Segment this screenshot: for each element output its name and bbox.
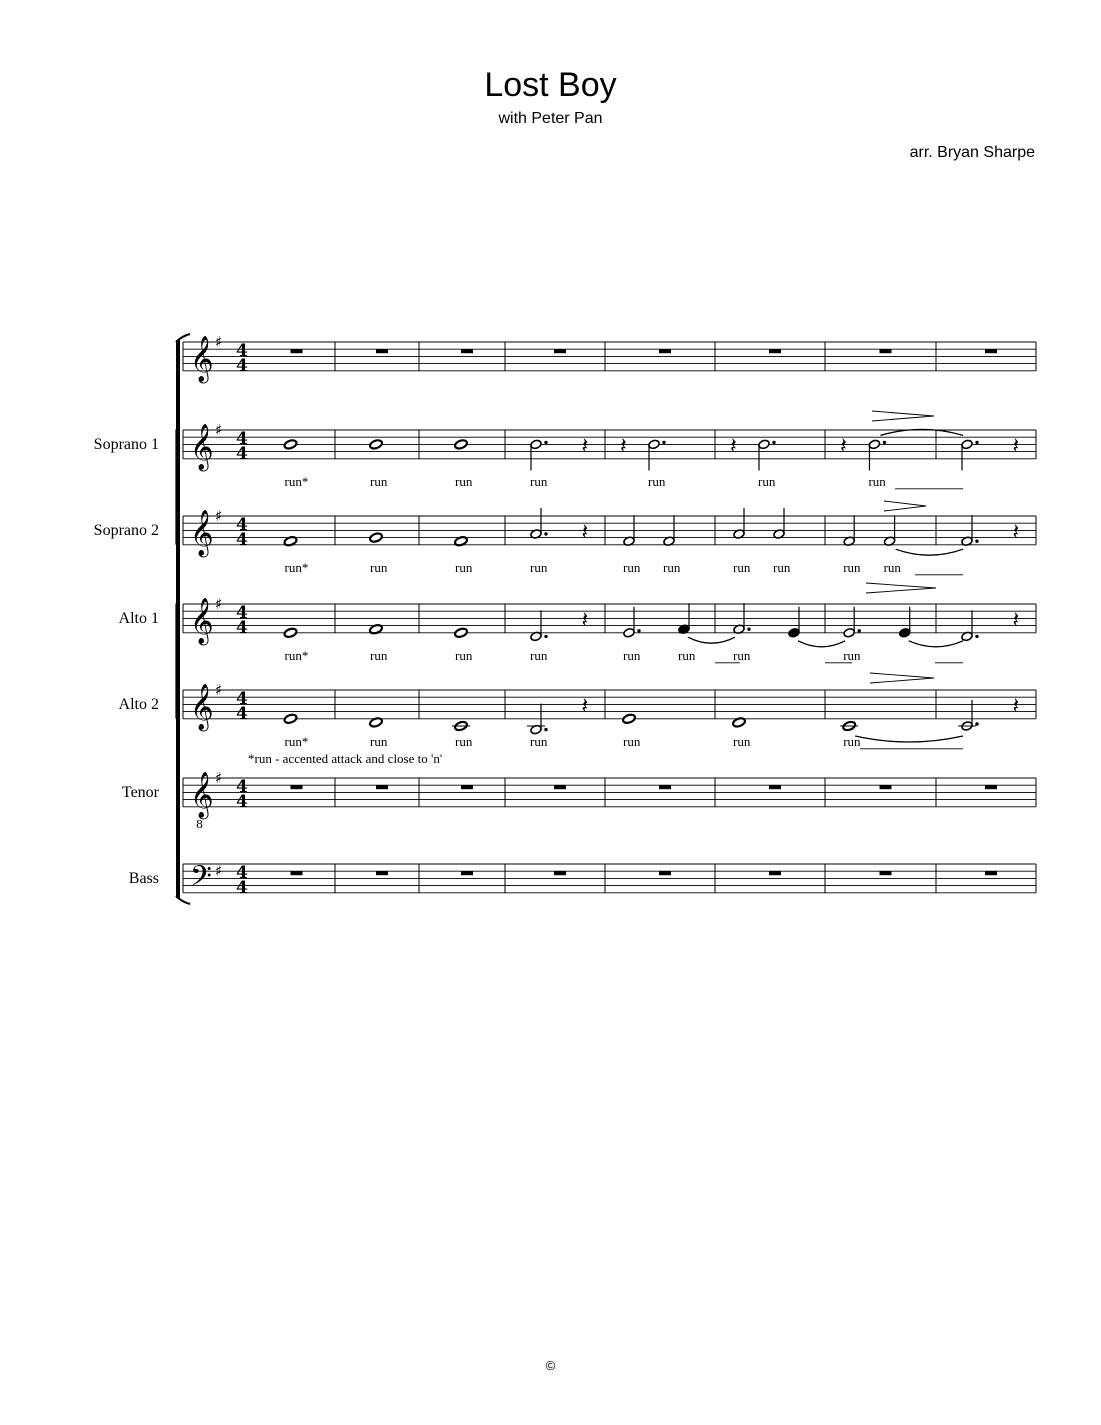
quarter-rest-icon: 𝄽 <box>581 694 589 719</box>
whole-rest <box>985 785 997 789</box>
lyric-syllable: run <box>530 559 548 575</box>
key-signature-sharp-icon: ♯ <box>215 595 223 613</box>
lyric-syllable: run <box>773 559 791 575</box>
lyric-syllable: run <box>370 473 388 489</box>
whole-note <box>369 532 383 543</box>
whole-rest <box>291 349 303 353</box>
whole-note <box>283 439 297 450</box>
lyric-syllable: run <box>678 647 696 663</box>
whole-rest <box>376 871 388 875</box>
treble-clef-icon: 𝄞 <box>190 684 214 730</box>
system-bracket-bottom-hook <box>176 896 190 904</box>
quarter-rest-icon: 𝄽 <box>840 434 847 459</box>
key-signature-sharp-icon: ♯ <box>215 681 223 699</box>
whole-rest <box>659 871 671 875</box>
whole-rest <box>769 871 781 875</box>
whole-rest <box>659 349 671 353</box>
lyric-syllable: run <box>843 733 861 749</box>
whole-rest <box>554 871 566 875</box>
whole-note <box>283 713 297 724</box>
whole-rest <box>659 785 671 789</box>
lyric-syllable: run* <box>284 559 309 575</box>
quarter-rest-icon: 𝄽 <box>1012 694 1020 719</box>
arranger-credit: arr. Bryan Sharpe <box>909 144 1035 161</box>
quarter-rest-icon: 𝄽 <box>730 434 737 459</box>
decrescendo-hairpin <box>866 583 936 593</box>
augmentation-dot <box>544 728 547 731</box>
time-signature-bottom: 4 <box>236 356 248 376</box>
augmentation-dot <box>544 532 547 535</box>
half-note <box>623 628 635 639</box>
lyric-syllable: run <box>530 733 548 749</box>
lyric-footnote: *run - accented attack and close to 'n' <box>248 751 443 766</box>
whole-rest <box>554 785 566 789</box>
lyric-syllable: run <box>530 473 548 489</box>
lyric-syllable: run <box>455 647 473 663</box>
time-signature-top: 4 <box>236 341 248 361</box>
tie-slur <box>855 736 963 742</box>
lyric-syllable: run <box>758 473 776 489</box>
half-note <box>961 439 973 450</box>
quarter-rest-icon: 𝄽 <box>1012 608 1020 633</box>
staff-name-a1: Alto 1 <box>118 610 159 627</box>
lyric-syllable: run <box>455 733 473 749</box>
staff-name-a2: Alto 2 <box>118 696 159 713</box>
decrescendo-hairpin <box>884 501 926 511</box>
bass-clef-icon: 𝄢 <box>190 860 212 900</box>
treble-clef-icon: 𝄞 <box>190 336 214 382</box>
staff-name-b: Bass <box>128 870 159 887</box>
lyric-syllable: run <box>663 559 681 575</box>
whole-rest <box>769 349 781 353</box>
lyric-syllable: run <box>455 473 473 489</box>
score-subtitle: with Peter Pan <box>498 110 603 127</box>
score-title: Lost Boy <box>484 66 617 104</box>
augmentation-dot <box>975 441 978 444</box>
tie-slur <box>798 641 845 647</box>
whole-rest <box>880 785 892 789</box>
lyric-syllable: run <box>648 473 666 489</box>
staff-name-s1: Soprano 1 <box>93 436 159 453</box>
whole-note <box>454 627 468 638</box>
staff-name-s2: Soprano 2 <box>93 522 159 539</box>
time-signature-bottom: 4 <box>236 444 248 464</box>
whole-note <box>369 439 383 450</box>
lyric-syllable: run <box>868 473 886 489</box>
lyric-syllable: run <box>623 647 641 663</box>
whole-rest <box>376 349 388 353</box>
tie-slur <box>909 641 963 647</box>
whole-rest <box>880 349 892 353</box>
system-bracket-top-hook <box>176 334 190 342</box>
whole-rest <box>291 785 303 789</box>
whole-rest <box>291 871 303 875</box>
lyric-syllable: run <box>530 647 548 663</box>
quarter-note <box>899 628 911 639</box>
whole-note <box>283 627 297 638</box>
time-signature-bottom: 4 <box>236 704 248 724</box>
whole-note <box>454 439 468 450</box>
tie-slur <box>896 549 963 555</box>
augmentation-dot <box>975 540 978 543</box>
half-note <box>843 628 855 639</box>
augmentation-dot <box>858 629 861 632</box>
quarter-note <box>788 628 800 639</box>
quarter-rest-icon: 𝄽 <box>581 608 589 633</box>
quarter-rest-icon: 𝄽 <box>620 434 627 459</box>
lyric-syllable: run <box>733 559 751 575</box>
treble-clef-icon: 𝄞 <box>190 598 214 644</box>
octave-down-icon: 8 <box>196 818 203 831</box>
copyright-notice: © <box>545 1358 556 1373</box>
augmentation-dot <box>975 722 978 725</box>
key-signature-sharp-icon: ♯ <box>215 333 223 351</box>
lyric-syllable: run <box>623 559 641 575</box>
quarter-rest-icon: 𝄽 <box>1012 434 1020 459</box>
time-signature-bottom: 4 <box>236 792 248 812</box>
augmentation-dot <box>747 628 750 631</box>
lyric-syllable: run* <box>284 647 309 663</box>
quarter-rest-icon: 𝄽 <box>581 434 589 459</box>
treble-clef-icon: 𝄞 <box>190 510 214 556</box>
decrescendo-hairpin <box>872 411 934 421</box>
lyric-syllable: run <box>733 647 751 663</box>
whole-rest <box>880 871 892 875</box>
lyric-syllable: run <box>370 559 388 575</box>
lyric-syllable: run <box>455 559 473 575</box>
staff-name-t: Tenor <box>121 784 159 801</box>
quarter-rest-icon: 𝄽 <box>581 520 589 545</box>
whole-rest <box>461 871 473 875</box>
time-signature-bottom: 4 <box>236 878 248 898</box>
tie-slur <box>688 637 735 643</box>
augmentation-dot <box>662 441 665 444</box>
lyric-syllable: run <box>883 559 901 575</box>
half-note <box>868 439 880 450</box>
treble-clef-icon: 𝄞 <box>190 424 214 470</box>
key-signature-sharp-icon: ♯ <box>215 507 223 525</box>
augmentation-dot <box>975 635 978 638</box>
quarter-rest-icon: 𝄽 <box>1012 520 1020 545</box>
time-signature-top: 4 <box>236 863 248 883</box>
lyric-syllable: run <box>843 647 861 663</box>
time-signature-bottom: 4 <box>236 530 248 550</box>
lyric-syllable: run <box>623 733 641 749</box>
whole-rest <box>985 871 997 875</box>
time-signature-bottom: 4 <box>236 618 248 638</box>
half-note <box>530 439 542 450</box>
time-signature-top: 4 <box>236 603 248 623</box>
time-signature-top: 4 <box>236 515 248 535</box>
lyric-syllable: run <box>843 559 861 575</box>
time-signature-top: 4 <box>236 689 248 709</box>
augmentation-dot <box>772 441 775 444</box>
key-signature-sharp-icon: ♯ <box>215 769 223 787</box>
whole-rest <box>461 349 473 353</box>
lyric-syllable: run* <box>284 473 309 489</box>
half-note <box>648 439 660 450</box>
augmentation-dot <box>883 441 886 444</box>
time-signature-top: 4 <box>236 429 248 449</box>
whole-note <box>622 713 636 724</box>
whole-rest <box>376 785 388 789</box>
augmentation-dot <box>637 629 640 632</box>
lyric-syllable: run* <box>284 733 309 749</box>
key-signature-sharp-icon: ♯ <box>215 421 223 439</box>
whole-rest <box>461 785 473 789</box>
treble-clef-icon: 𝄞 <box>190 772 214 818</box>
half-note <box>758 439 770 450</box>
whole-rest <box>985 349 997 353</box>
whole-rest <box>554 349 566 353</box>
decrescendo-hairpin <box>870 673 934 683</box>
whole-rest <box>769 785 781 789</box>
augmentation-dot <box>544 441 547 444</box>
lyric-syllable: run <box>370 733 388 749</box>
augmentation-dot <box>544 635 547 638</box>
lyric-syllable: run <box>733 733 751 749</box>
lyric-syllable: run <box>370 647 388 663</box>
key-signature-sharp-icon: ♯ <box>215 862 223 881</box>
time-signature-top: 4 <box>236 777 248 797</box>
